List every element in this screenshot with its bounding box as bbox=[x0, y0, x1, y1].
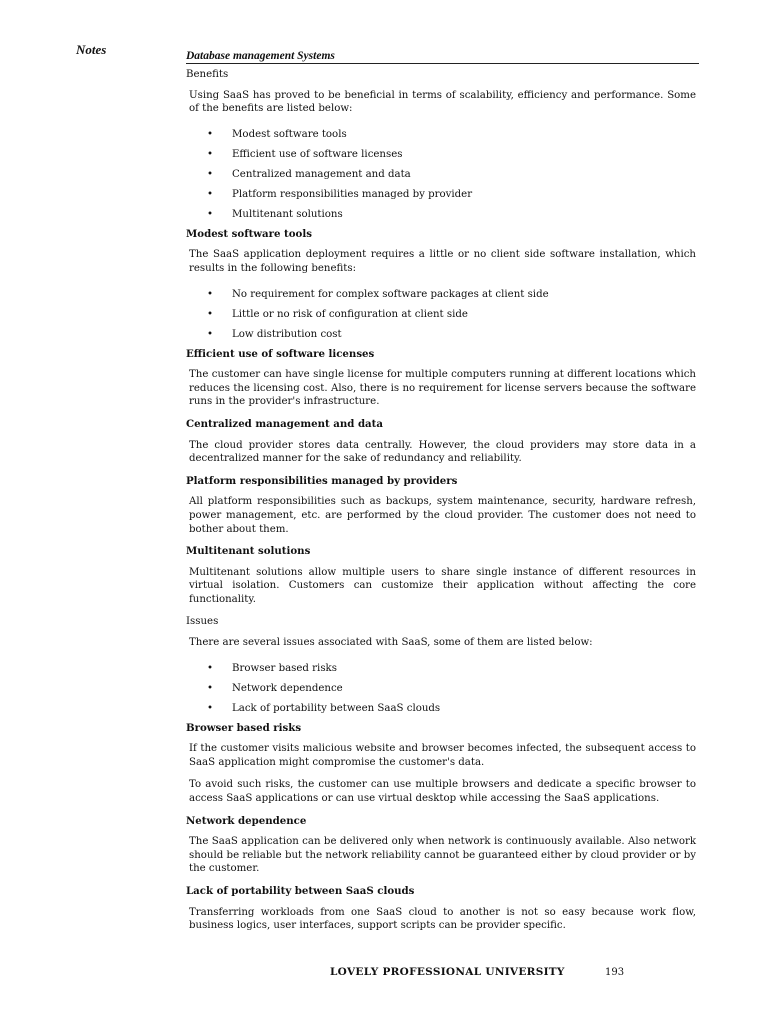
list-item bbox=[186, 148, 696, 168]
list-item bbox=[186, 168, 696, 188]
page-body bbox=[186, 68, 696, 942]
bullet-icon: • bbox=[207, 702, 214, 714]
bullet-icon: • bbox=[207, 682, 214, 694]
bullet-icon: • bbox=[207, 662, 214, 674]
list-item bbox=[186, 328, 696, 348]
margin-note: Notes bbox=[76, 42, 107, 57]
list-item-text: Browser based risks bbox=[232, 662, 337, 674]
paragraph: Using SaaS has proved to be beneficial in terms of scalability, efficiency and performance. Some of the benefits are listed below: bbox=[189, 89, 696, 115]
list-item bbox=[186, 288, 696, 308]
list-item bbox=[186, 702, 696, 722]
page-number: 193 bbox=[605, 967, 625, 978]
section-heading: Browser based risks bbox=[186, 721, 302, 734]
bullet-icon: • bbox=[207, 188, 214, 200]
list-item-text: Platform responsibilities managed by provider bbox=[232, 188, 473, 200]
list-item-text: Lack of portability between SaaS clouds bbox=[232, 702, 441, 714]
list-item-text: No requirement for complex software packages at client side bbox=[232, 288, 549, 300]
bullet-icon: • bbox=[207, 148, 214, 160]
list-item bbox=[186, 128, 696, 148]
section-heading: Centralized management and data bbox=[186, 417, 383, 430]
list-item-text: Little or no risk of configuration at client side bbox=[232, 308, 468, 320]
section-heading: Platform responsibilities managed by providers bbox=[186, 474, 458, 487]
section bbox=[186, 228, 696, 348]
running-header: Database management Systems bbox=[186, 50, 699, 64]
paragraph: The SaaS application can be delivered only when network is continuously available. Also network should be reliable but the network reliability cannot be guaranteed either by cloud provider or by the customer. bbox=[189, 836, 696, 875]
paragraph: All platform responsibilities such as backups, system maintenance, security, hardware refresh, power management, etc. are performed by the cloud provider. The customer does not need to bother about them. bbox=[189, 496, 696, 535]
bullet-icon: • bbox=[207, 308, 214, 320]
list-item-text: Multitenant solutions bbox=[232, 208, 343, 220]
section-heading: Modest software tools bbox=[186, 227, 312, 240]
section-heading: Issues bbox=[186, 616, 219, 628]
section bbox=[186, 68, 696, 228]
list-item-text: Efficient use of software licenses bbox=[232, 148, 403, 160]
section-heading: Benefits bbox=[186, 69, 229, 80]
paragraph: There are several issues associated with SaaS, some of them are listed below: bbox=[189, 637, 593, 649]
bullet-list bbox=[186, 662, 696, 722]
bullet-icon: • bbox=[207, 288, 214, 300]
section bbox=[186, 815, 696, 876]
list-item-text: Centralized management and data bbox=[232, 168, 411, 180]
section bbox=[186, 615, 696, 721]
section-heading: Efficient use of software licenses bbox=[186, 347, 375, 360]
list-item-text: Modest software tools bbox=[232, 128, 347, 140]
list-item bbox=[186, 208, 696, 228]
paragraph: Transferring workloads from one SaaS cloud to another is not so easy because work flow, business logics, user interfaces, support scripts can be provider specific. bbox=[189, 906, 696, 932]
bullet-icon: • bbox=[207, 208, 214, 220]
paragraph: To avoid such risks, the customer can use multiple browsers and dedicate a specific browser to access SaaS applications or can use virtual desktop while accessing the SaaS applications. bbox=[189, 779, 696, 805]
section bbox=[186, 348, 696, 409]
list-item bbox=[186, 188, 696, 208]
bullet-list bbox=[186, 128, 696, 228]
bullet-icon: • bbox=[207, 128, 214, 140]
bullet-list bbox=[186, 288, 696, 348]
section bbox=[186, 418, 696, 466]
section bbox=[186, 475, 696, 536]
paragraph: Multitenant solutions allow multiple users to share single instance of different resources in virtual isolation. Customers can customize their application without affecting the core functionality. bbox=[189, 566, 696, 605]
list-item bbox=[186, 662, 696, 682]
paragraph: The cloud provider stores data centrally. However, the cloud providers may store data in a decentralized manner for the sake of redundancy and reliability. bbox=[189, 439, 696, 465]
list-item-text: Network dependence bbox=[232, 682, 343, 694]
list-item bbox=[186, 308, 696, 328]
section-heading: Network dependence bbox=[186, 814, 307, 827]
section bbox=[186, 545, 696, 606]
footer-university: LOVELY PROFESSIONAL UNIVERSITY bbox=[330, 966, 565, 978]
paragraph: The SaaS application deployment requires a little or no client side software installation, which results in the following benefits: bbox=[189, 249, 696, 274]
section bbox=[186, 722, 696, 806]
section bbox=[186, 885, 696, 933]
list-item bbox=[186, 682, 696, 702]
section-heading: Multitenant solutions bbox=[186, 545, 311, 558]
bullet-icon: • bbox=[207, 328, 214, 340]
paragraph: The customer can have single license for multiple computers running at different locations which reduces the licensing cost. Also, there is no requirement for license servers because the software runs in the provider's infrastructure. bbox=[189, 369, 696, 408]
section-heading: Lack of portability between SaaS clouds bbox=[186, 885, 415, 897]
list-item-text: Low distribution cost bbox=[232, 328, 342, 340]
bullet-icon: • bbox=[207, 168, 214, 180]
paragraph: If the customer visits malicious website and browser becomes infected, the subsequent access to SaaS application might compromise the customer's data. bbox=[189, 743, 696, 768]
